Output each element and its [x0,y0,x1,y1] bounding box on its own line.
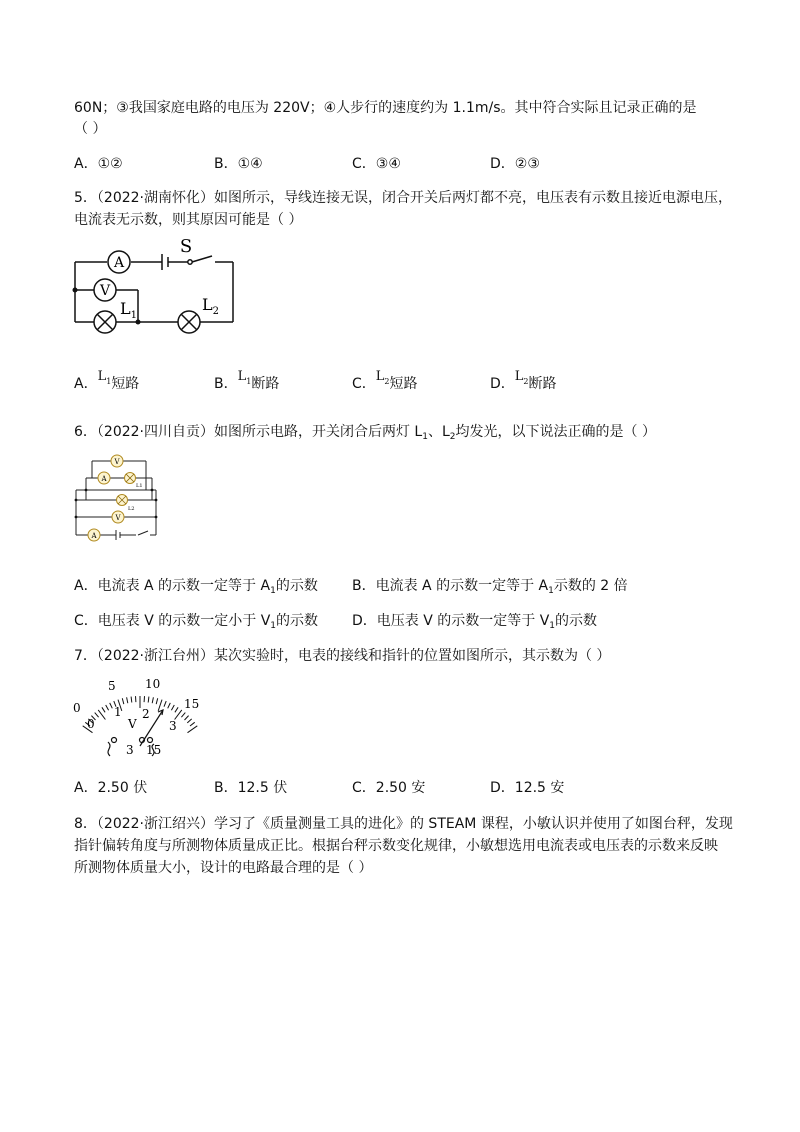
q6-circuit-diagram [72,450,160,542]
q6-option-a: A．电流表 A 的示数一定等于 $A_1$的示数 [74,578,318,596]
q7-upper-scale-15: 15 [184,697,200,711]
q7-option-d: D．12.5 安 [490,780,565,796]
q7-meter-unit: V [128,717,137,731]
q6-v1-label: V [114,458,120,466]
q5-text-line1: 5．（2022·湖南怀化）如图所示，导线连接无误，闭合开关后两灯都不亮，电压表有示数且接近电源电压， [74,190,732,206]
q5-text-line2: 电流表无示数，则其原因可能是（ ） [74,212,303,228]
meter-tick [106,705,109,710]
meter-tick [185,716,189,720]
q8-text-line2: 指针偏转角度与所测物体质量成正比。根据台秤示数变化规律，小敏想选用电流表或电压表的示数来反映 [74,838,718,854]
q6-option-d: D．电压表 V 的示数一定等于 $V_1$的示数 [352,613,598,631]
q7-upper-scale-5: 5 [108,679,116,693]
q5-lamp2-label: $L_2$ [202,295,219,317]
q7-option-b: B．12.5 伏 [214,780,288,796]
q5-option-c: C．$L_2$短路 [352,369,418,392]
q4-option-b: B．①④ [214,156,263,172]
q4-option-d: D．②③ [490,156,540,172]
meter-tick [127,697,128,703]
meter-tick [122,698,124,704]
q4-text-line1: 60N；③我国家庭电路的电压为 220V；④人步行的速度约为 1.1m/s。其中符合实际且记录正确的是 [74,100,697,116]
meter-tick [181,713,185,718]
q5-voltmeter-label: V [99,283,111,299]
q5-option-d: D．$L_2$断路 [490,369,557,392]
meter-tick [188,726,198,733]
q7-lower-scale-1: 1 [114,705,122,719]
meter-tick [171,705,174,710]
q4-option-a: A．①② [74,156,123,172]
q7-lower-scale-3: 3 [169,719,177,733]
q5-lamp1-label: $L_1$ [120,299,137,321]
q7-terminal-15: 15 [146,743,162,757]
q5-circuit-diagram [70,236,240,332]
q6-l2-label: L2 [128,506,135,512]
q5-option-a: A．$L_1$短路 [74,369,140,392]
q5-ammeter-label: A [113,255,125,271]
meter-tick [95,713,99,718]
meter-tick [156,698,158,704]
q7-terminal-3: 3 [126,743,134,757]
meter-tick [175,707,178,712]
q7-text-line1: 7．（2022·浙江台州）某次实验时，电表的接线和指针的位置如图所示，其示数为（ ） [74,648,611,664]
q4-answer-paren: （ ） [74,121,107,137]
meter-tick [158,700,162,711]
q8-text-line3: 所测物体质量大小，设计的电路最合理的是（ ） [74,860,373,876]
q7-upper-scale-10: 10 [145,677,161,691]
q7-upper-scale-0: 0 [73,701,81,715]
meter-tick [164,701,166,707]
meter-tick [152,697,153,703]
meter-tick [102,707,105,712]
q7-option-c: C．2.50 安 [352,780,426,796]
q7-option-a: A．2.50 伏 [74,780,148,796]
q6-l1-label: L1 [136,483,143,489]
q5-option-b: B．$L_1$断路 [214,369,280,392]
q7-voltmeter-diagram [70,674,210,762]
meter-tick [110,703,113,708]
meter-tick [190,722,195,726]
q7-lower-scale-2: 2 [142,707,150,721]
q6-option-b: B．电流表 A 的示数一定等于 $A_1$示数的 2 倍 [352,578,628,596]
q6-text-line1: 6．（2022·四川自贡）如图所示电路，开关闭合后两灯 $L_1$、$L_2$均发光，以下说法正确的是（ ） [74,424,656,442]
q6-a1-label: A [101,475,107,483]
q6-option-c: C．电压表 V 的示数一定小于 $V_1$的示数 [74,613,319,631]
meter-tick [131,697,132,703]
meter-tick [148,697,149,703]
q6-v-label: V [115,514,121,522]
meter-tick [187,719,191,723]
q6-a-label: A [91,532,97,540]
q5-switch-label: S [179,236,193,257]
q8-text-line1: 8．（2022·浙江绍兴）学习了《质量测量工具的进化》的 STEAM 课程，小敏认识并使用了如图台秤，发现 [74,816,733,832]
meter-tick [168,703,171,708]
q7-lower-scale-0: 0 [87,717,95,731]
q4-option-c: C．③④ [352,156,401,172]
